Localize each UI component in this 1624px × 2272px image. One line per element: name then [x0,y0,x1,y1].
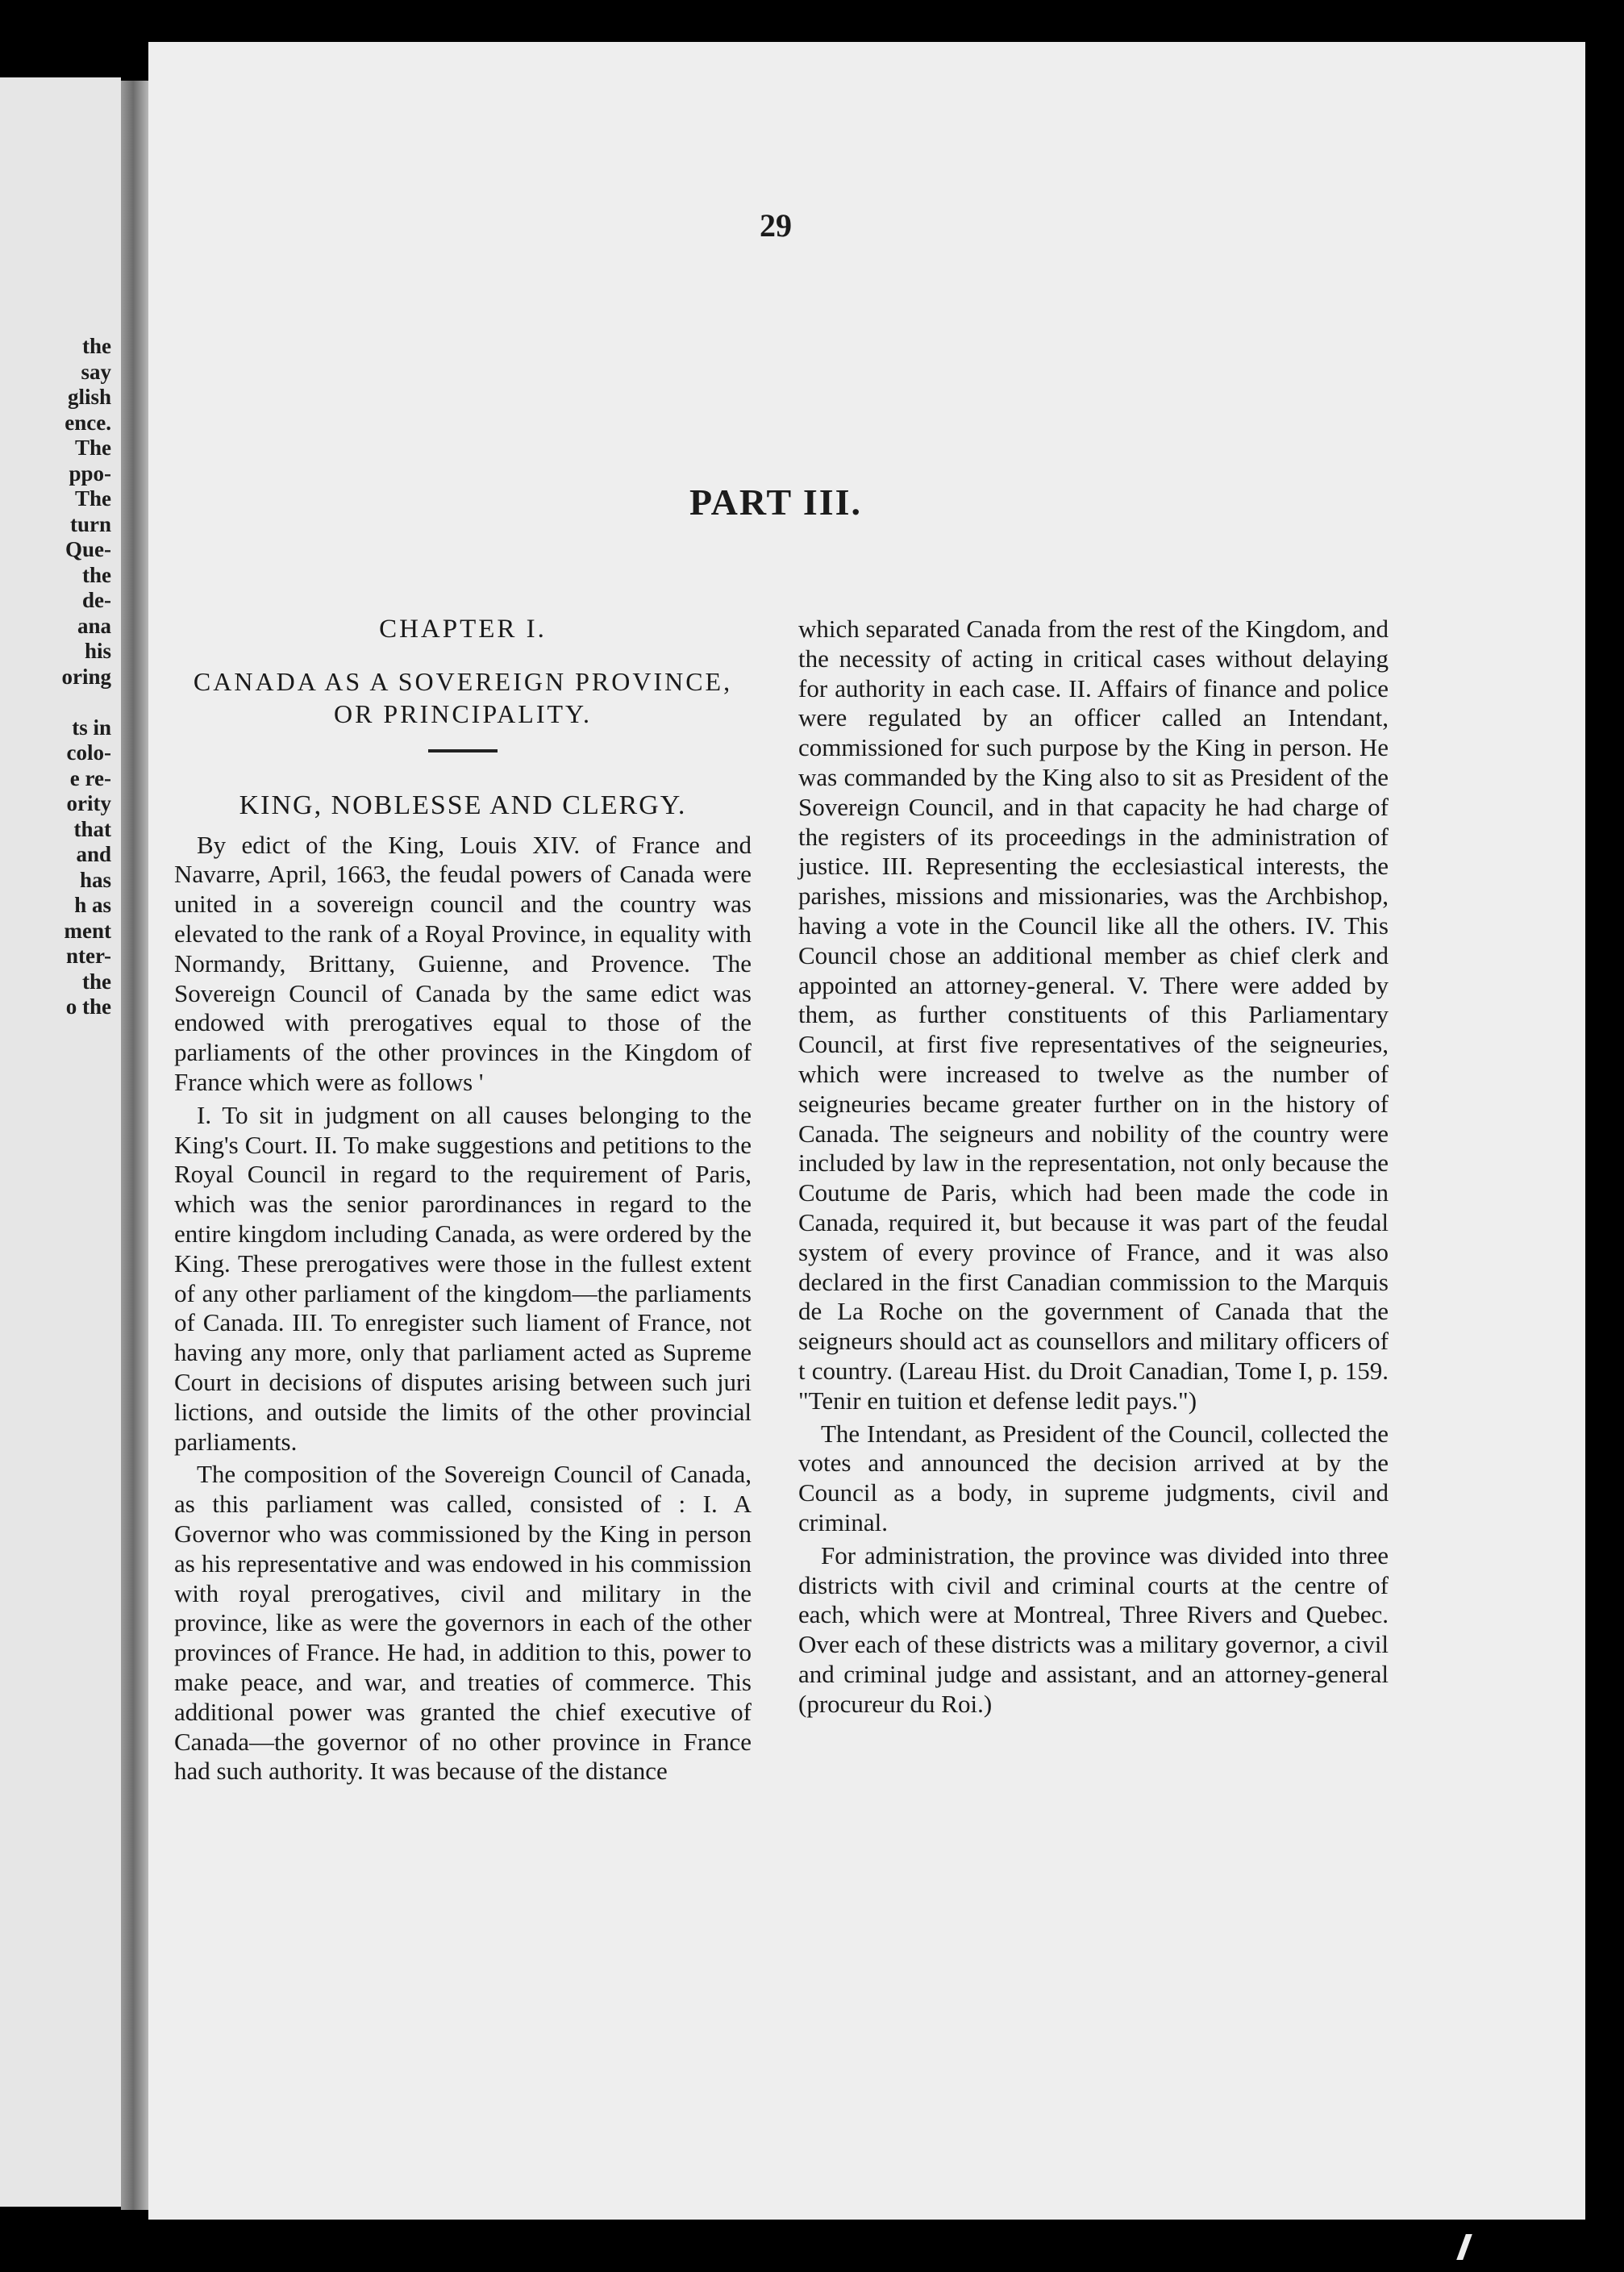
right-column [798,615,1389,1722]
paragraph: which separated Canada from the rest of the Kingdom, and the necessity of acting in critical cases without delaying for authority in each case. II. Affairs of finance and police were regulated by an officer called an Intendant, commissioned for such purpose by the King in person. He was commanded by the King also to sit as President of the Sovereign Council, and in that capacity he had charge of the registers of its proceedings in the administration of justice. III. Representing the ecclesiastical interests, the parishes, missions and missionaries, was the Archbishop, having a vote in the Council like all the others. IV. This Council chose an additional member as chief clerk and appointed an attorney-general. V. There were added by them, as further constituents of this Parliamentary Council, at first five representatives of the seigneuries, which were increased to twelve as the number of seigneuries became greater further on in the history of Canada. The seigneurs and nobility of the country were included by law in the representation, not only because the Coutume de Paris, which had been made the code in Canada, required it, but because it was part of the feudal system of every province of France, and it was also declared in the first Canadian commission to the Marquis de La Roche on the government of Canada that the seigneurs should act as counsellors and military officers of t country. (Lareau Hist. du Droit Canadian, Tome I, p. 159. "Tenir en tuition et defense ledit pays.") [798,615,1389,1415]
paragraph: By edict of the King, Louis XIV. of France and Navarre, April, 1663, the feudal powers of Canada were united in a sovereign council and the country was elevated to the rank of a Royal Province, in equality with Normandy, Brittany, Guienne, and Provence. The Sovereign Council of Canada by the same edict was endowed with prerogatives equal to those of the parliaments of the other provinces in the Kingdom of France which were as follows ' [174,830,752,1096]
title-rule [428,749,498,752]
left-column [174,615,752,1790]
paragraph: The composition of the Sovereign Council of Canada, as this parliament was called, consisted of : I. A Governor who was commissioned by the King in person as his representative and was endowed in his commission with royal prerogatives, civil and military in the province, like as were the governors in each of the other provinces of France. He had, in addition to this, power to make peace, and war, and treaties of commerce. This additional power was granted the chief executive of Canada—the governor of no other province in France had such authority. It was because of the distance [174,1460,752,1786]
book-gutter [121,81,148,2210]
paragraph: For administration, the province was divided into three districts with civil and criminal courts at the centre of each, which were at Montreal, Three Rivers and Quebec. Over each of these districts was a military governor, a civil and criminal judge and assistant, and an attorney-general (procureur du Roi.) [798,1540,1389,1718]
chapter-title: CANADA AS A SOVEREIGN PROVINCE, OR PRINCIPALITY. [193,666,733,728]
section-heading: KING, NOBLESSE AND CLERGY. [239,790,687,820]
page-number: 29 [760,207,792,244]
part-heading: PART III. [689,481,863,523]
chapter-heading: CHAPTER I. [379,615,547,644]
left-page-text-fragments: the say glish ence. The ppo- The turn Que- the de- ana his oring ts in colo- e re- ority that and has h as ment nter- the o the [61,334,111,1019]
left-page-edge [0,77,121,2207]
page-corner-mark [1456,2234,1472,2260]
paragraph: I. To sit in judgment on all causes belonging to the King's Court. II. To make suggestions and petitions to the Royal Council in regard to the requirement of Paris, which was the senior parordinances in regard to the entire kingdom including Canada, as were ordered by the King. These prerogatives were those in the fullest extent of any other parliament of the kingdom—the parliaments of Canada. III. To enregister such liament of France, not having any more, only that parliament acted as Supreme Court in decisions of disputes arising between such juri lictions, and outside the limits of the other provincial parliaments. [174,1100,752,1456]
paragraph: The Intendant, as President of the Council, collected the votes and announced the decision arrived at by the Council as a body, in supreme judgments, civil and criminal. [798,1419,1389,1536]
